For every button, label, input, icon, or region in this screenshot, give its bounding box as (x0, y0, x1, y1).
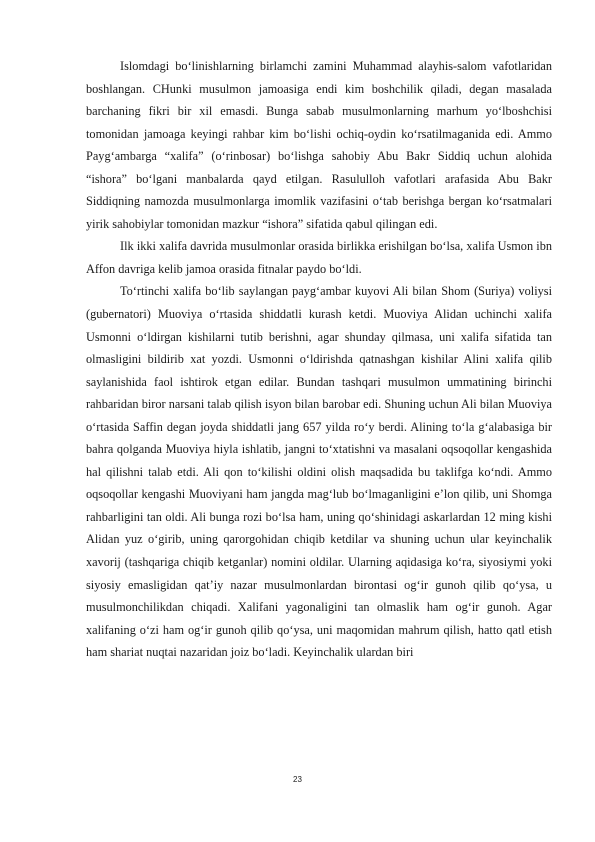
paragraph-2: Ilk ikki xalifa davrida musulmonlar orasida birlikka erishilgan bo‘lsa, xalifa Usmon ibn Affon davriga kelib jamoa orasida fitnalar paydo bo‘ldi. (86, 239, 552, 276)
body-text (86, 55, 552, 664)
paragraph-3: To‘rtinchi xalifa bo‘lib saylangan payg‘ambar kuyovi Ali bilan Shom (Suriya) voliysi (gubernatori) Muoviya o‘rtasida shiddatli kurash ketdi. Muoviya Alidan uchinchi xalifa Usmonni o‘ldirgan kishilarni tutib berishni, agar shunday qilmasa, uni xalifa sifatida tan olmasligini bildirib xat yozdi. Usmonni o‘ldirishda qatnashgan kishilar Alini xalifa qilib saylanishida faol ishtirok etgan edilar. Bundan tashqari musulmon ummatining birinchi rahbaridan biror narsani talab qilish isyon bilan barobar edi. Shuning uchun Ali bilan Muoviya o‘rtasida Saffin degan joyda shiddatli jang 657 yilda ro‘y berdi. Alining to‘la g‘alabasiga bir bahra qolganda Muoviya hiyla ishlatib, jangni to‘xtatishni va masalani oqsoqollar kengashida hal qilishni talab etdi. Ali qon to‘kilishi oldini olish maqsadida bu taklifga ko‘ndi. Ammo oqsoqollar kengashi Muoviyani ham jangda mag‘lub bo‘lmaganligini e’lon qilib, uni Shomga rahbarligini tan oldi. Ali bunga rozi bo‘lsa ham, uning qo‘shinidagi askarlardan 12 ming kishi Alidan yuz o‘girib, uning qarorgohidan chiqib ketdilar va shuning uchun ular keyinchalik xavorij (tashqariga chiqib ketganlar) nomini oldilar. Ularning aqidasiga ko‘ra, siyosiymi yoki siyosiy emasligidan qat’iy nazar musulmonlardan birontasi og‘ir gunoh qilib qo‘ysa, u musulmonchilikdan chiqadi. Xalifani yagonaligini tan olmaslik ham og‘ir gunoh. Agar xalifaning o‘zi ham og‘ir gunoh qilib qo‘ysa, uni maqomidan mahrum qilish, hatto qatl etish ham shariat nuqtai nazaridan joiz bo‘ladi. Keyinchalik ulardan biri (86, 284, 552, 660)
page-number: 23 (293, 775, 302, 784)
paragraph-1: Islomdagi bo‘linishlarning birlamchi zamini Muhammad alayhis-salom vafotlaridan boshlangan. CHunki musulmon jamoasiga endi kim boshchilik qiladi, degan masalada barchaning fikri bir xil emasdi. Bunga sabab musulmonlarning marhum yo‘lboshchisi tomonidan jamoaga keyingi rahbar kim bo‘lishi ochiq-oydin ko‘rsatilmaganida edi. Ammo Payg‘ambarga “xalifa” (o‘rinbosar) bo‘lishga sahobiy Abu Bakr Siddiq uchun alohida “ishora” bo‘lgani manbalarda qayd etilgan. Rasululloh vafotlari arafasida Abu Bakr Siddiqning namozda musulmonlarga imomlik vazifasini o‘tab berishga bergan ko‘rsatmalari yirik sahobiylar tomonidan mazkur “ishora” sifatida qabul qilingan edi. (86, 59, 552, 231)
